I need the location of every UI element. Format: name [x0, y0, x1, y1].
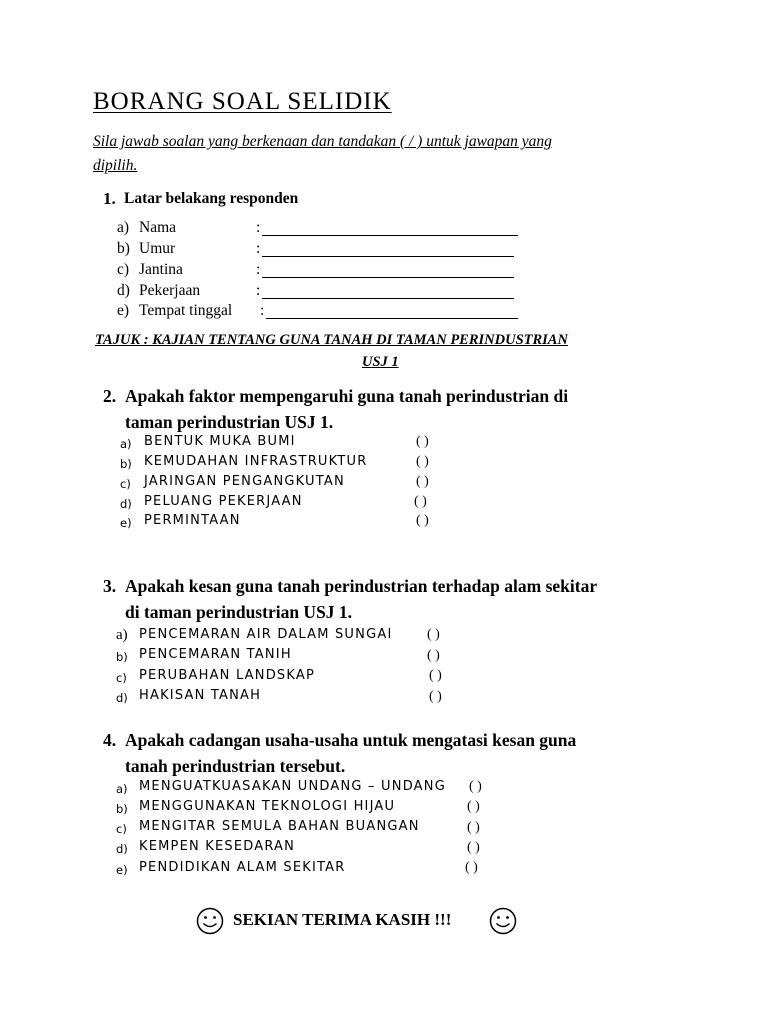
section1-number: 1.: [103, 189, 116, 208]
option-label: PENCEMARAN AIR DALAM SUNGAI: [139, 627, 393, 642]
pekerjaan-input-line[interactable]: [262, 284, 514, 299]
field-label-jantina: Jantina: [139, 261, 183, 278]
option-letter: a): [116, 782, 128, 796]
option-letter: b): [116, 650, 128, 664]
instruction-line-1: Sila jawab soalan yang berkenaan dan tandakan ( / ) untuk jawapan yang: [93, 133, 552, 150]
option-letter: b): [120, 457, 132, 471]
option-label: KEMPEN KESEDARAN: [139, 839, 296, 854]
q2-line-2: taman perindustrian USJ 1.: [125, 412, 334, 432]
option-letter: a): [116, 627, 128, 643]
field-colon: :: [256, 240, 261, 257]
option-label: PERMINTAAN: [144, 513, 241, 528]
option-label: KEMUDAHAN INFRASTRUKTUR: [144, 454, 368, 469]
answer-box[interactable]: ( ): [416, 513, 429, 528]
option-letter: c): [116, 671, 127, 685]
tajuk-line-2: USJ 1: [362, 354, 399, 370]
field-colon: :: [256, 282, 261, 299]
tempat-tinggal-input-line[interactable]: [266, 304, 518, 319]
q4-line-1: Apakah cadangan usaha-usaha untuk mengatasi kesan guna: [125, 730, 577, 750]
field-colon: :: [260, 302, 265, 319]
option-label: PELUANG PEKERJAAN: [144, 494, 303, 509]
option-label: MENGITAR SEMULA BAHAN BUANGAN: [139, 819, 420, 834]
option-letter: c): [116, 822, 127, 836]
answer-box[interactable]: ( ): [427, 648, 440, 663]
q3-line-1: Apakah kesan guna tanah perindustrian terhadap alam sekitar: [125, 576, 598, 596]
q4-line-2: tanah perindustrian tersebut.: [125, 756, 346, 776]
answer-box[interactable]: ( ): [469, 779, 482, 794]
option-letter: e): [116, 863, 128, 877]
field-colon: :: [256, 261, 261, 278]
umur-input-line[interactable]: [262, 242, 514, 257]
field-letter: c): [117, 261, 130, 278]
option-label: PENDIDIKAN ALAM SEKITAR: [139, 860, 346, 875]
section1-heading: Latar belakang responden: [124, 190, 299, 207]
q2-line-1: Apakah faktor mempengaruhi guna tanah perindustrian di: [125, 386, 569, 406]
answer-box[interactable]: ( ): [429, 668, 442, 683]
option-label: MENGGUNAKAN TEKNOLOGI HIJAU: [139, 799, 396, 814]
field-letter: b): [117, 240, 130, 257]
instruction-line-2: dipilih.: [93, 157, 138, 174]
option-letter: b): [116, 802, 128, 816]
q4-number: 4.: [103, 730, 117, 750]
smiley-face-icon: [195, 906, 225, 941]
answer-box[interactable]: ( ): [467, 799, 480, 814]
answer-box[interactable]: ( ): [429, 689, 442, 704]
option-label: HAKISAN TANAH: [139, 688, 262, 703]
option-letter: d): [116, 691, 128, 705]
jantina-input-line[interactable]: [262, 263, 514, 278]
answer-box[interactable]: ( ): [427, 627, 440, 642]
option-label: JARINGAN PENGANGKUTAN: [144, 474, 345, 489]
option-letter: d): [116, 842, 128, 856]
option-letter: a): [120, 437, 132, 451]
q2-number: 2.: [103, 386, 117, 406]
field-label-nama: Nama: [139, 219, 177, 236]
option-label: PENCEMARAN TANIH: [139, 647, 292, 662]
option-label: PERUBAHAN LANDSKAP: [139, 668, 315, 683]
option-label: BENTUK MUKA BUMI: [144, 434, 296, 449]
answer-box[interactable]: ( ): [416, 434, 429, 449]
option-label: MENGUATKUASAKAN UNDANG – UNDANG: [139, 779, 446, 794]
page-title: BORANG SOAL SELIDIK: [93, 88, 392, 115]
smiley-face-icon: [488, 906, 518, 941]
answer-box[interactable]: ( ): [467, 820, 480, 835]
q3-number: 3.: [103, 576, 117, 596]
answer-box[interactable]: ( ): [414, 494, 427, 509]
field-label-umur: Umur: [139, 240, 176, 257]
nama-input-line[interactable]: [262, 221, 518, 236]
option-letter: d): [120, 497, 132, 511]
tajuk-line-1: TAJUK : KAJIAN TENTANG GUNA TANAH DI TAMAN PERINDUSTRIAN: [95, 332, 568, 348]
option-letter: e): [120, 516, 132, 530]
answer-box[interactable]: ( ): [416, 474, 429, 489]
closing-text: SEKIAN TERIMA KASIH !!!: [233, 910, 452, 929]
option-letter: c): [120, 477, 131, 491]
answer-box[interactable]: ( ): [416, 454, 429, 469]
field-label-tempat-tinggal: Tempat tinggal: [139, 302, 233, 319]
field-label-pekerjaan: Pekerjaan: [139, 282, 201, 299]
field-letter: a): [117, 219, 130, 236]
field-letter: d): [117, 282, 130, 299]
field-colon: :: [256, 219, 261, 236]
field-letter: e): [117, 302, 130, 319]
q3-line-2: di taman perindustrian USJ 1.: [125, 602, 353, 622]
answer-box[interactable]: ( ): [465, 860, 478, 875]
answer-box[interactable]: ( ): [467, 840, 480, 855]
